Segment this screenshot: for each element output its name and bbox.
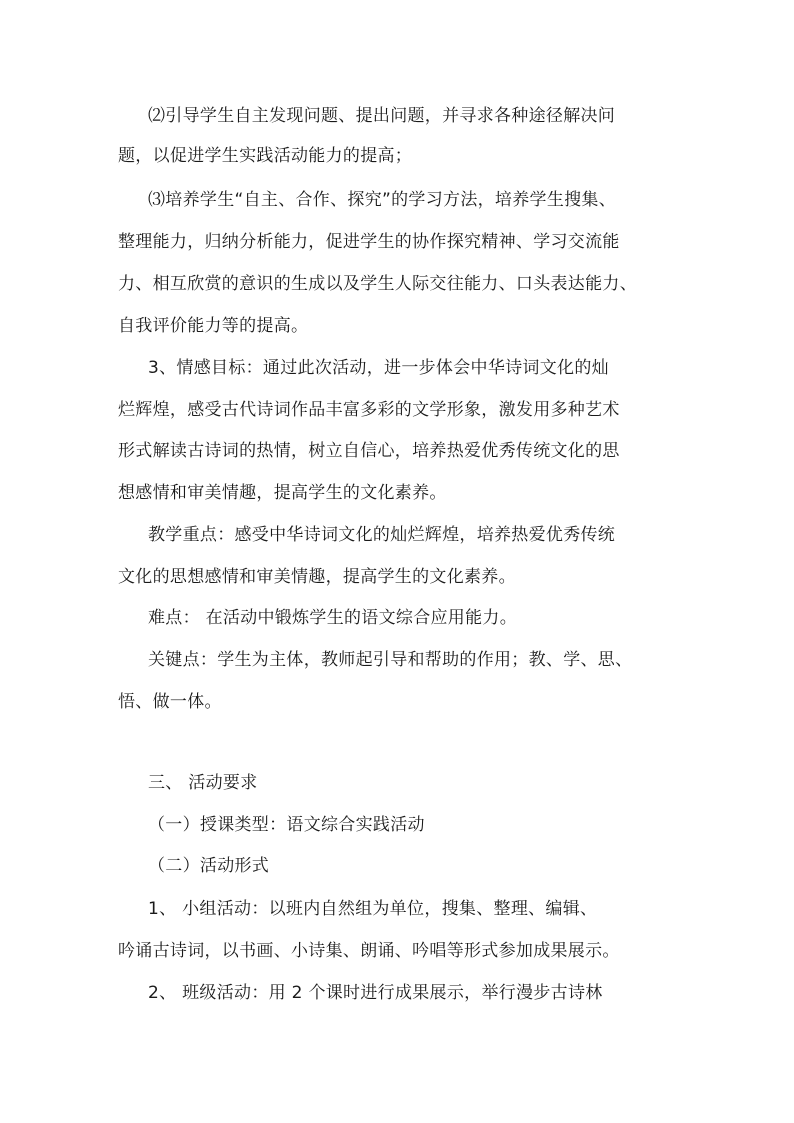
paragraph-line: 文化的思想感情和审美情趣，提高学生的文化素养。 [118, 567, 516, 587]
paragraph-line: 整理能力，归纳分析能力，促进学生的协作探究精神、学习交流能 [118, 232, 620, 252]
paragraph-line: 自我评价能力等的提高。 [118, 316, 309, 336]
paragraph-line: 形式解读古诗词的热情，树立自信心，培养热爱优秀传统文化的思 [118, 441, 620, 461]
paragraph-line: 3、情感目标：通过此次活动，进一步体会中华诗词文化的灿 [148, 358, 609, 378]
paragraph-line: 悟、做一体。 [118, 692, 222, 712]
subsection-heading: （二）活动形式 [148, 856, 270, 876]
paragraph-line: 想感情和审美情趣，提高学生的文化素养。 [118, 483, 447, 503]
paragraph-line: 教学重点：感受中华诗词文化的灿烂辉煌，培养热爱优秀传统 [148, 525, 616, 545]
paragraph-line: 吟诵古诗词，以书画、小诗集、朗诵、吟唱等形式参加成果展示。 [118, 941, 620, 961]
paragraph-line: 力、相互欣赏的意识的生成以及学生人际交往能力、口头表达能力、 [118, 274, 637, 294]
list-item: 1、 小组活动：以班内自然组为单位，搜集、整理、编辑、 [148, 899, 598, 919]
paragraph-line: 关键点：学生为主体，教师起引导和帮助的作用；教、学、思、 [148, 650, 633, 670]
subsection-heading: （一）授课类型：语文综合实践活动 [148, 815, 425, 835]
paragraph-line: ⑵引导学生自主发现问题、提出问题，并寻求各种途径解决问 [148, 106, 616, 126]
section-heading: 三、 活动要求 [148, 773, 258, 793]
paragraph-line: 题，以促进学生实践活动能力的提高； [118, 146, 413, 166]
paragraph-line: 烂辉煌，感受古代诗词作品丰富多彩的文学形象，激发用多种艺术 [118, 400, 620, 420]
list-item: 2、 班级活动：用 2 个课时进行成果展示，举行漫步古诗林 [148, 983, 603, 1003]
paragraph-line: 难点： 在活动中锻炼学生的语文综合应用能力。 [148, 608, 518, 628]
paragraph-line: ⑶培养学生“自主、合作、探究”的学习方法，培养学生搜集、 [148, 190, 617, 210]
